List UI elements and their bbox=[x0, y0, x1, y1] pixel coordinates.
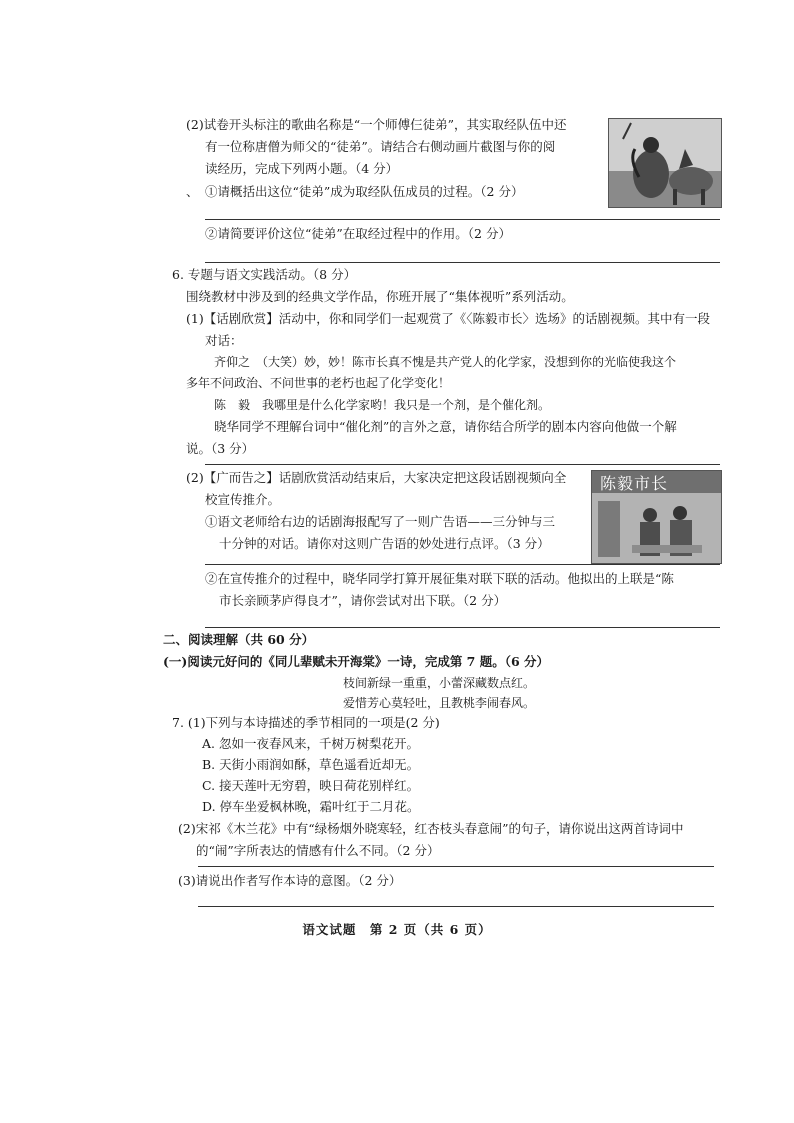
q6-2-sub1-line2: 十分钟的对话。请你对这则广告语的妙处进行点评。（3 分） bbox=[219, 536, 550, 551]
stray-mark: 、 bbox=[186, 184, 199, 199]
dialog-qi-line2: 多年不问政治、不问世事的老朽也起了化学变化！ bbox=[186, 376, 451, 390]
section-2-title: 二、阅读理解（共 60 分） bbox=[163, 632, 315, 647]
q6-1-line1: (1)【话剧欣赏】活动中，你和同学们一起观赏了《〈陈毅市长〉选场》的话剧视频。其中有一段 bbox=[186, 311, 710, 326]
poem-line1: 枝间新绿一重重，小蕾深藏数点红。 bbox=[343, 676, 536, 690]
answer-line bbox=[198, 906, 714, 907]
answer-line bbox=[205, 262, 720, 263]
q5-2-line3: 读经历，完成下列两小题。（4 分） bbox=[205, 161, 399, 176]
answer-line bbox=[205, 564, 720, 565]
cartoon-screenshot-image bbox=[608, 118, 722, 208]
q6-2-sub2-line1: ②在宣传推介的过程中，晓华同学打算开展征集对联下联的活动。他拟出的上联是“陈 bbox=[205, 571, 674, 586]
q7-2-line2: 的“闹”字所表达的情感有什么不同。（2 分） bbox=[196, 843, 440, 858]
play-poster-image bbox=[591, 470, 722, 564]
q6-2-sub1-line1: ①语文老师给右边的话剧海报配写了一则广告语——三分钟与三 bbox=[205, 514, 556, 529]
q7-2-line1: (2)宋祁《木兰花》中有“绿杨烟外晓寒轻，红杏枝头春意闹”的句子，请你说出这两首诗词中 bbox=[178, 821, 684, 836]
q6-1-question-line1: 晓华同学不理解台词中“催化剂”的言外之意，请你结合所学的剧本内容向他做一个解 bbox=[214, 419, 677, 434]
dialog-qi-line1: 齐仰之 （大笑）妙，妙！陈市长真不愧是共产党人的化学家，没想到你的光临使我这个 bbox=[214, 355, 677, 369]
q6-2-line2: 校宣传推介。 bbox=[205, 492, 281, 507]
q6-1-line2: 对话： bbox=[205, 333, 243, 348]
answer-line bbox=[205, 464, 720, 465]
q7-3: (3)请说出作者写作本诗的意图。（2 分） bbox=[178, 873, 402, 888]
q5-2-line1: (2)试卷开头标注的歌曲名称是“一个师傅仨徒弟”，其实取经队伍中还 bbox=[186, 117, 567, 132]
answer-line bbox=[205, 219, 720, 220]
q7-option-b: B. 天街小雨润如酥，草色遥看近却无。 bbox=[202, 757, 420, 772]
q7-1: 7. (1)下列与本诗描述的季节相同的一项是(2 分) bbox=[172, 715, 440, 730]
q6-intro: 围绕教材中涉及到的经典文学作品，你班开展了“集体视听”系列活动。 bbox=[186, 289, 574, 304]
page-footer: 语文试题 第 2 页（共 6 页） bbox=[302, 922, 492, 937]
dialog-chenyi: 陈 毅 我哪里是什么化学家哟！我只是一个剂，是个催化剂。 bbox=[214, 398, 551, 412]
answer-line bbox=[205, 627, 720, 628]
q6-2-line1: (2)【广而告之】话剧欣赏活动结束后，大家决定把这段话剧视频向全 bbox=[186, 470, 567, 485]
answer-line bbox=[198, 866, 714, 867]
q6-title: 6. 专题与语文实践活动。（8 分） bbox=[172, 267, 357, 282]
q7-option-d: D. 停车坐爱枫林晚，霜叶红于二月花。 bbox=[202, 799, 420, 814]
poem-line2: 爱惜芳心莫轻吐，且教桃李闹春风。 bbox=[343, 696, 536, 710]
poster-title: 陈毅市长 bbox=[600, 474, 669, 493]
section-2-part1-title: (一)阅读元好问的《同儿辈赋未开海棠》一诗，完成第 7 题。（6 分） bbox=[163, 654, 550, 669]
q5-2-line2: 有一位称唐僧为师父的“徒弟”。请结合右侧动画片截图与你的阅 bbox=[205, 139, 556, 154]
q7-option-a: A. 忽如一夜春风来，千树万树梨花开。 bbox=[202, 736, 419, 751]
q5-2-sub2: ②请简要评价这位“徒弟”在取经过程中的作用。（2 分） bbox=[205, 226, 511, 241]
q6-1-question-line2: 说。（3 分） bbox=[186, 441, 255, 456]
q6-2-sub2-line2: 市长亲顾茅庐得良才”，请你尝试对出下联。（2 分） bbox=[219, 593, 507, 608]
q5-2-sub1: ①请概括出这位“徒弟”成为取经队伍成员的过程。（2 分） bbox=[205, 184, 524, 199]
q7-option-c: C. 接天莲叶无穷碧，映日荷花别样红。 bbox=[202, 778, 420, 793]
